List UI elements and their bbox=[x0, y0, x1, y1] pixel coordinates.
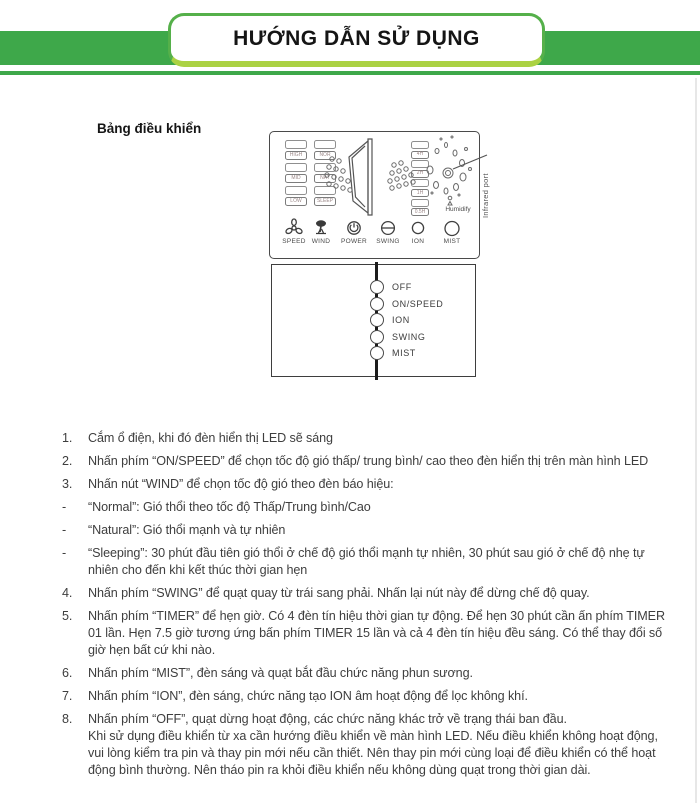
remote-label-swing: SWING bbox=[392, 331, 426, 342]
speed-led-mid: MID bbox=[285, 174, 307, 183]
timer-led-05h: 0.5H bbox=[411, 208, 429, 216]
page-title: HƯỚNG DẪN SỬ DỤNG bbox=[233, 26, 480, 50]
remote-label-off: OFF bbox=[392, 282, 412, 292]
list-item bbox=[55, 499, 667, 516]
remote-label-onspeed: ON/SPEED bbox=[392, 298, 444, 309]
panel-button-speed: SPEED bbox=[282, 238, 306, 245]
remote-button-off bbox=[370, 280, 384, 294]
item-text: Nhấn nút “WIND” để chọn tốc độ gió theo đèn báo hiệu: bbox=[88, 477, 394, 491]
item-text: Nhấn phím “SWING” để quạt quay từ trái sang phải. Nhấn lại nút này để dừng chế độ quay. bbox=[88, 586, 590, 600]
item-marker: 6. bbox=[62, 666, 73, 680]
panel-button-mist: MIST bbox=[443, 238, 461, 245]
item-marker: 4. bbox=[62, 586, 73, 600]
list-item bbox=[55, 665, 667, 682]
list-item bbox=[55, 476, 667, 493]
speed-led bbox=[285, 163, 307, 172]
remote-button-onspeed bbox=[370, 297, 384, 311]
mode-led-sleep: SLEEP bbox=[314, 197, 336, 206]
timer-led bbox=[411, 160, 429, 168]
list-item bbox=[55, 585, 667, 602]
remote-label-ion: ION bbox=[392, 315, 410, 325]
item-text: Cắm ổ điện, khi đó đèn hiển thị LED sẽ sáng bbox=[88, 431, 333, 445]
item-marker: - bbox=[62, 523, 67, 537]
item-text: Nhấn phím “MIST”, đèn sáng và quạt bắt đầu chức năng phun sương. bbox=[88, 666, 473, 680]
mode-led bbox=[314, 186, 336, 195]
list-item bbox=[55, 545, 667, 579]
item-marker: - bbox=[62, 546, 67, 560]
list-item bbox=[55, 430, 667, 447]
panel-button-power: POWER bbox=[340, 238, 368, 245]
item-marker: 5. bbox=[62, 609, 73, 623]
list-item bbox=[55, 608, 667, 659]
speed-led-high: HIGH bbox=[285, 151, 307, 160]
speed-led bbox=[285, 140, 307, 149]
item-marker: 2. bbox=[62, 454, 73, 468]
control-panel-section-label: Bảng điều khiển bbox=[97, 121, 202, 136]
item-marker: 8. bbox=[62, 712, 73, 726]
list-item bbox=[55, 688, 667, 705]
remote-label-mist: MIST bbox=[392, 348, 416, 358]
item-text: “Natural”: Gió thổi mạnh và tự nhiên bbox=[88, 523, 286, 537]
panel-button-swing: SWING bbox=[376, 238, 400, 245]
list-item bbox=[55, 522, 667, 539]
mode-led bbox=[314, 163, 336, 172]
item-text: “Sleeping”: 30 phút đầu tiên gió thổi ở chế độ gió thổi mạnh tự nhiên, 30 phút sau gió ở chế độ nhẹ tự nhiên cho đến khi kết thúc thời gian hẹn bbox=[88, 546, 645, 577]
speed-led bbox=[285, 186, 307, 195]
panel-button-wind: WIND bbox=[311, 238, 331, 245]
list-item bbox=[55, 453, 667, 470]
remote-button-swing bbox=[370, 330, 384, 344]
item-text: Nhấn phím “ION”, đèn sáng, chức năng tạo ION âm hoạt động để lọc không khí. bbox=[88, 689, 528, 703]
mode-led bbox=[314, 140, 336, 149]
item-text-note: Khi sử dụng điều khiển từ xa cần hướng điều khiển về màn hình LED. Nếu điều khiển không hoạt động, vui lòng kiểm tra pin và thay pin mới nếu cần thiết. Nên thay pin mới cùng loại để điều khiển có thể hoạt động bình thường. Nên tháo pin ra khỏi điều khiển nếu không dùng quạt trong thời gian dài. bbox=[88, 729, 658, 777]
item-marker: 1. bbox=[62, 431, 73, 445]
item-text-main: Nhấn phím “OFF”, quạt dừng hoạt động, các chức năng khác trở về trạng thái ban đầu. bbox=[88, 712, 567, 726]
page-edge-shadow bbox=[695, 78, 697, 803]
mode-led-natural: NAT bbox=[314, 174, 336, 183]
timer-led bbox=[411, 179, 429, 187]
list-item bbox=[55, 711, 667, 779]
timer-led-1h: 1H bbox=[411, 189, 429, 197]
panel-button-ion: ION bbox=[411, 238, 425, 245]
timer-led bbox=[411, 141, 429, 149]
item-text: “Normal”: Gió thổi theo tốc độ Thấp/Trung bình/Cao bbox=[88, 500, 371, 514]
speed-led-low: LOW bbox=[285, 197, 307, 206]
humidify-label: Humidify bbox=[445, 206, 471, 213]
instruction-list bbox=[55, 430, 667, 785]
item-marker: 3. bbox=[62, 477, 73, 491]
remote-button-mist bbox=[370, 346, 384, 360]
item-marker: - bbox=[62, 500, 67, 514]
header-underline bbox=[0, 71, 700, 75]
mode-led-normal: NOR bbox=[314, 151, 336, 160]
item-text bbox=[88, 711, 667, 779]
infrared-port-label: Infrared port bbox=[481, 173, 490, 218]
title-badge bbox=[168, 13, 545, 67]
item-text: Nhấn phím “TIMER” để hẹn giờ. Có 4 đèn tín hiệu thời gian tự động. Để hẹn 30 phút cần ấn phím TIMER 01 lần. Hẹn 7.5 giờ tương ứng bấn phím TIMER 15 lần và cả 4 đèn tín hiệu đều sáng. Có thể thay đổi số giờ hẹn bất cứ khi nào. bbox=[88, 609, 665, 657]
timer-led-4h: 4H bbox=[411, 151, 429, 159]
remote-button-ion bbox=[370, 313, 384, 327]
timer-led-2h: 2H bbox=[411, 170, 429, 178]
timer-led bbox=[411, 199, 429, 207]
item-text: Nhấn phím “ON/SPEED” để chọn tốc độ gió thấp/ trung bình/ cao theo đèn hiển thị trên màn hình LED bbox=[88, 454, 649, 468]
item-marker: 7. bbox=[62, 689, 73, 703]
